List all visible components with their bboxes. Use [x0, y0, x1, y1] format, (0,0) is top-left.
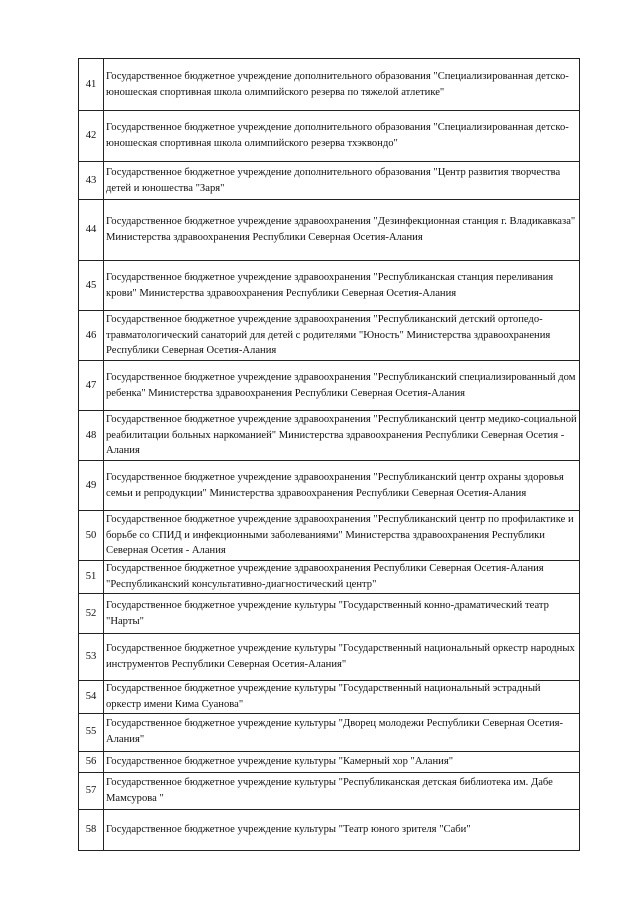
institution-name: Государственное бюджетное учреждение культуры "Государственный национальный эстрадный оркестр имени Кима Суанова"	[104, 681, 580, 714]
institution-name: Государственное бюджетное учреждение дополнительного образования "Специализированная детско-юношеская спортивная школа олимпийского резерва тхэквондо"	[104, 111, 580, 162]
table-row	[79, 200, 580, 261]
institution-name: Государственное бюджетное учреждение здравоохранения "Республиканский центр по профилактике и борьбе со СПИД и инфекционными заболеваниями" Министерства здравоохранения Республики Северная Осетия - Алания	[104, 511, 580, 561]
row-number: 46	[79, 311, 104, 361]
row-number: 55	[79, 713, 104, 751]
table-row	[79, 361, 580, 411]
row-number: 49	[79, 461, 104, 511]
institution-name: Государственное бюджетное учреждение дополнительного образования "Центр развития творчества детей и юношества "Заря"	[104, 162, 580, 200]
table-row	[79, 461, 580, 511]
table-row	[79, 311, 580, 361]
row-number: 42	[79, 111, 104, 162]
table-row	[79, 162, 580, 200]
institution-name: Государственное бюджетное учреждение здравоохранения "Республиканский детский ортопедо-травматологический санаторий для детей с родителями "Юность" Министерства здравоохранения Республики Северная Осетия-Алания	[104, 311, 580, 361]
table-row	[79, 261, 580, 311]
row-number: 57	[79, 772, 104, 809]
row-number: 51	[79, 561, 104, 594]
registry-table	[78, 58, 580, 851]
row-number: 56	[79, 751, 104, 772]
table-row	[79, 561, 580, 594]
table-row	[79, 713, 580, 751]
row-number: 50	[79, 511, 104, 561]
row-number: 44	[79, 200, 104, 261]
institution-name: Государственное бюджетное учреждение культуры "Государственный национальный оркестр народных инструментов Республики Северная Осетия-Алания"	[104, 634, 580, 681]
institution-name: Государственное бюджетное учреждение культуры "Республиканская детская библиотека им. Дабе Мамсурова "	[104, 772, 580, 809]
row-number: 48	[79, 411, 104, 461]
row-number: 54	[79, 681, 104, 714]
institution-name: Государственное бюджетное учреждение здравоохранения "Республиканский специализированный дом ребенка" Министерства здравоохранения Республики Северная Осетия-Алания	[104, 361, 580, 411]
institution-name: Государственное бюджетное учреждение культуры "Камерный хор "Алания"	[104, 751, 580, 772]
row-number: 58	[79, 809, 104, 850]
table-row	[79, 772, 580, 809]
row-number: 52	[79, 594, 104, 634]
table-row	[79, 681, 580, 714]
row-number: 45	[79, 261, 104, 311]
institution-name: Государственное бюджетное учреждение дополнительного образования "Специализированная детско-юношеская спортивная школа олимпийского резерва по тяжелой атлетике"	[104, 59, 580, 111]
table-row	[79, 809, 580, 850]
institution-name: Государственное бюджетное учреждение культуры "Государственный конно-драматический театр "Нарты"	[104, 594, 580, 634]
institution-name: Государственное бюджетное учреждение здравоохранения "Республиканская станция переливания крови" Министерства здравоохранения Республики Северная Осетия-Алания	[104, 261, 580, 311]
row-number: 47	[79, 361, 104, 411]
institution-name: Государственное бюджетное учреждение здравоохранения "Республиканский центр охраны здоровья семьи и репродукции" Министерства здравоохранения Республики Северная Осетия-Алания	[104, 461, 580, 511]
row-number: 41	[79, 59, 104, 111]
table-row	[79, 594, 580, 634]
row-number: 53	[79, 634, 104, 681]
table-row	[79, 511, 580, 561]
institution-name: Государственное бюджетное учреждение культуры "Театр юного зрителя "Саби"	[104, 809, 580, 850]
table-row	[79, 751, 580, 772]
institution-name: Государственное бюджетное учреждение здравоохранения "Республиканский центр медико-социальной реабилитации больных наркоманией" Министерства здравоохранения Республики Северная Осетия - Алания	[104, 411, 580, 461]
row-number: 43	[79, 162, 104, 200]
table-row	[79, 59, 580, 111]
table-row	[79, 111, 580, 162]
table-row	[79, 411, 580, 461]
institution-name: Государственное бюджетное учреждение культуры "Дворец молодежи Республики Северная Осетия-Алания"	[104, 713, 580, 751]
table-row	[79, 634, 580, 681]
institution-name: Государственное бюджетное учреждение здравоохранения "Дезинфекционная станция г. Владикавказа" Министерства здравоохранения Республики Северная Осетия-Алания	[104, 200, 580, 261]
institution-name: Государственное бюджетное учреждение здравоохранения Республики Северная Осетия-Алания "Республиканский консультативно-диагностический центр"	[104, 561, 580, 594]
